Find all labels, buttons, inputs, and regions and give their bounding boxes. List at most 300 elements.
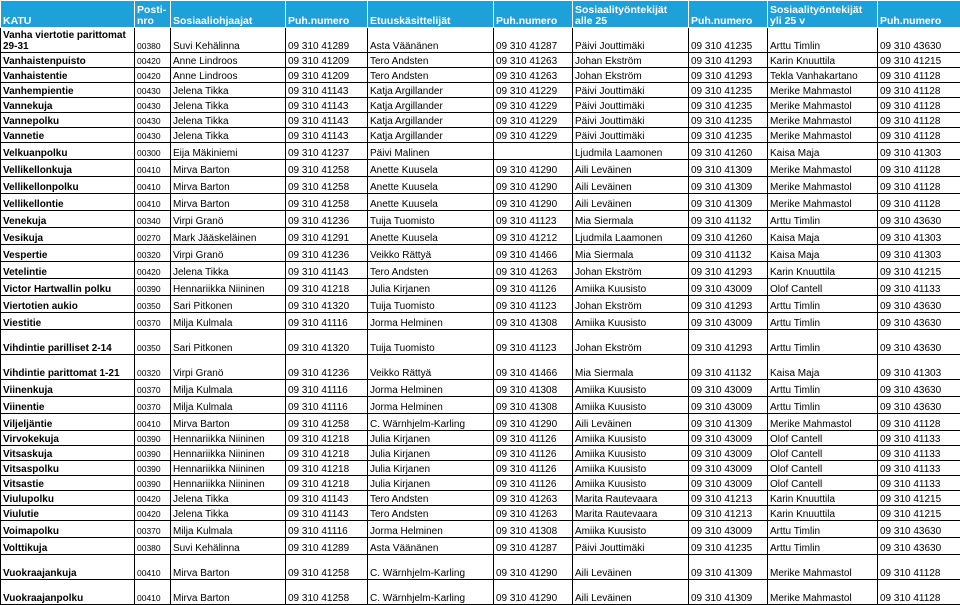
cell-phone: 09 310 41126 [494,279,573,296]
cell-phone: 09 310 41128 [878,68,960,83]
cell-phone: 09 310 41235 [689,113,768,128]
table-row [1,28,960,53]
cell-phone: 09 310 43630 [878,313,960,330]
cell-benefits-handler: Julia Kirjanen [368,279,494,296]
cell-street: Vellikellonkuja [1,160,135,177]
cell-social-counselor: Eija Mäkiniemi [171,143,286,160]
cell-postal-code: 00340 [135,211,171,228]
table-row [1,83,960,98]
cell-benefits-handler: Tero Andsten [368,491,494,506]
cell-phone: 09 310 41116 [286,313,368,330]
cell-phone: 09 310 41143 [286,128,368,143]
cell-phone: 09 310 41143 [286,506,368,521]
cell-phone: 09 310 41143 [286,262,368,279]
cell-phone: 09 310 41229 [494,98,573,113]
cell-phone: 09 310 41466 [494,355,573,380]
cell-social-worker-under-25: Päivi Jouttimäki [573,128,689,143]
table-row [1,461,960,476]
cell-phone: 09 310 41213 [689,506,768,521]
cell-phone: 09 310 41290 [494,160,573,177]
cell-social-counselor: Mirva Barton [171,194,286,211]
cell-benefits-handler: Katja Argillander [368,113,494,128]
cell-social-counselor: Hennariikka Niininen [171,279,286,296]
header-row [1,1,960,28]
cell-social-worker-over-25: Kaisa Maja [768,228,878,245]
cell-postal-code: 00370 [135,313,171,330]
cell-phone: 09 310 41263 [494,53,573,68]
cell-social-worker-under-25: Aili Leväinen [573,414,689,431]
cell-social-worker-over-25: Karin Knuuttila [768,53,878,68]
table-row [1,245,960,262]
cell-street: Viljeljäntie [1,414,135,431]
cell-phone: 09 310 41229 [494,128,573,143]
cell-street: Viulutie [1,506,135,521]
cell-phone: 09 310 43630 [878,538,960,555]
cell-phone: 09 310 43630 [878,28,960,53]
cell-phone: 09 310 41290 [494,414,573,431]
cell-phone: 09 310 43009 [689,431,768,446]
cell-phone: 09 310 41132 [689,355,768,380]
cell-phone: 09 310 41229 [494,83,573,98]
cell-phone: 09 310 41263 [494,68,573,83]
cell-benefits-handler: Anette Kuusela [368,177,494,194]
cell-phone: 09 310 41235 [689,98,768,113]
cell-social-counselor: Hennariikka Niininen [171,476,286,491]
cell-phone: 09 310 41303 [878,143,960,160]
cell-postal-code: 00380 [135,28,171,53]
cell-phone: 09 310 41308 [494,397,573,414]
cell-phone: 09 310 43630 [878,211,960,228]
cell-phone: 09 310 41215 [878,491,960,506]
cell-postal-code: 00370 [135,521,171,538]
cell-social-worker-under-25: Marita Rautevaara [573,506,689,521]
cell-phone: 09 310 41215 [878,506,960,521]
cell-social-worker-over-25: Merike Mahmastol [768,160,878,177]
cell-street: Venekuja [1,211,135,228]
cell-phone: 09 310 41128 [878,194,960,211]
cell-phone: 09 310 41143 [286,491,368,506]
cell-social-worker-under-25: Johan Ekström [573,296,689,313]
cell-phone: 09 310 41309 [689,580,768,605]
cell-street: Viulupolku [1,491,135,506]
cell-social-worker-under-25: Päivi Jouttimäki [573,98,689,113]
cell-social-worker-over-25: Merike Mahmastol [768,98,878,113]
cell-social-counselor: Sari Pitkonen [171,330,286,355]
cell-phone: 09 310 41229 [494,113,573,128]
cell-phone: 09 310 41132 [689,211,768,228]
cell-phone: 09 310 41116 [286,521,368,538]
cell-phone: 09 310 41235 [689,28,768,53]
cell-phone: 09 310 41293 [689,330,768,355]
cell-social-worker-under-25: Ljudmila Laamonen [573,143,689,160]
header-puh-2: Puh.numero [494,1,573,28]
cell-phone: 09 310 41128 [878,113,960,128]
cell-phone: 09 310 41123 [494,330,573,355]
cell-social-counselor: Mirva Barton [171,414,286,431]
cell-phone: 09 310 41128 [878,83,960,98]
table-row [1,98,960,113]
cell-street: Vetelintie [1,262,135,279]
cell-social-worker-under-25: Mia Siermala [573,355,689,380]
cell-social-worker-under-25: Päivi Jouttimäki [573,28,689,53]
table-row [1,446,960,461]
cell-postal-code: 00430 [135,113,171,128]
cell-phone: 09 310 43009 [689,397,768,414]
cell-benefits-handler: C. Wärnhjelm-Karling [368,580,494,605]
cell-phone: 09 310 41293 [689,262,768,279]
cell-social-worker-over-25: Merike Mahmastol [768,177,878,194]
cell-social-worker-under-25: Amiika Kuusisto [573,461,689,476]
cell-phone: 09 310 43630 [878,330,960,355]
cell-phone: 09 310 41263 [494,506,573,521]
table-row [1,279,960,296]
cell-phone: 09 310 41263 [494,262,573,279]
cell-phone: 09 310 41258 [286,555,368,580]
cell-social-counselor: Anne Lindroos [171,68,286,83]
cell-social-worker-under-25: Amiika Kuusisto [573,397,689,414]
cell-postal-code: 00430 [135,98,171,113]
cell-social-counselor: Hennariikka Niininen [171,446,286,461]
cell-phone: 09 310 43630 [878,380,960,397]
cell-phone: 09 310 41236 [286,245,368,262]
cell-phone [494,143,573,160]
cell-phone: 09 310 41308 [494,313,573,330]
cell-social-counselor: Virpi Granö [171,245,286,262]
cell-street: Vanha viertotie parittomat 29-31 [1,28,135,53]
header-puh-3: Puh.numero [689,1,768,28]
cell-social-counselor: Milja Kulmala [171,313,286,330]
cell-phone: 09 310 41309 [689,160,768,177]
cell-social-worker-under-25: Amiika Kuusisto [573,279,689,296]
cell-social-worker-over-25: Arttu Timlin [768,397,878,414]
cell-postal-code: 00420 [135,491,171,506]
cell-social-counselor: Jelena Tikka [171,128,286,143]
cell-phone: 09 310 41260 [689,143,768,160]
table-row [1,68,960,83]
table-body [1,28,960,605]
cell-social-worker-over-25: Arttu Timlin [768,521,878,538]
cell-postal-code: 00410 [135,414,171,431]
cell-phone: 09 310 41309 [689,177,768,194]
cell-phone: 09 310 41258 [286,580,368,605]
table-row [1,476,960,491]
cell-social-worker-over-25: Karin Knuuttila [768,506,878,521]
cell-street: Vitsaspolku [1,461,135,476]
cell-phone: 09 310 41218 [286,431,368,446]
cell-phone: 09 310 41308 [494,521,573,538]
cell-street: Vitsastie [1,476,135,491]
cell-postal-code: 00410 [135,194,171,211]
cell-street: Vitsaskuja [1,446,135,461]
cell-social-worker-under-25: Aili Leväinen [573,160,689,177]
cell-postal-code: 00370 [135,380,171,397]
cell-phone: 09 310 41128 [878,177,960,194]
cell-street: Vellikellontie [1,194,135,211]
cell-postal-code: 00300 [135,143,171,160]
cell-phone: 09 310 41218 [286,279,368,296]
cell-phone: 09 310 41258 [286,414,368,431]
cell-social-worker-under-25: Amiika Kuusisto [573,431,689,446]
cell-social-worker-over-25: Merike Mahmastol [768,414,878,431]
cell-phone: 09 310 41293 [689,68,768,83]
cell-benefits-handler: Tero Andsten [368,506,494,521]
cell-social-counselor: Suvi Kehälinna [171,28,286,53]
cell-phone: 09 310 41128 [878,414,960,431]
cell-social-worker-over-25: Arttu Timlin [768,380,878,397]
cell-benefits-handler: Katja Argillander [368,128,494,143]
cell-street: Vespertie [1,245,135,262]
cell-benefits-handler: C. Wärnhjelm-Karling [368,414,494,431]
cell-social-worker-under-25: Mia Siermala [573,245,689,262]
cell-social-worker-under-25: Mia Siermala [573,211,689,228]
cell-phone: 09 310 41303 [878,245,960,262]
table-row [1,143,960,160]
header-puh-4: Puh.numero [878,1,960,28]
cell-phone: 09 310 41290 [494,194,573,211]
cell-postal-code: 00410 [135,580,171,605]
cell-postal-code: 00420 [135,68,171,83]
cell-phone: 09 310 43630 [878,397,960,414]
cell-social-worker-over-25: Arttu Timlin [768,330,878,355]
cell-phone: 09 310 41287 [494,28,573,53]
cell-benefits-handler: Anette Kuusela [368,160,494,177]
cell-street: Vannepolku [1,113,135,128]
cell-phone: 09 310 41293 [689,296,768,313]
table-row [1,431,960,446]
cell-social-worker-over-25: Tekla Vanhakartano [768,68,878,83]
table-row [1,228,960,245]
cell-phone: 09 310 43009 [689,279,768,296]
cell-social-worker-over-25: Arttu Timlin [768,538,878,555]
cell-phone: 09 310 41290 [494,580,573,605]
cell-phone: 09 310 41235 [689,538,768,555]
cell-social-worker-over-25: Merike Mahmastol [768,113,878,128]
cell-benefits-handler: Veikko Rättyä [368,355,494,380]
cell-social-counselor: Mark Jääskeläinen [171,228,286,245]
cell-phone: 09 310 41215 [878,53,960,68]
cell-social-counselor: Jelena Tikka [171,98,286,113]
cell-benefits-handler: Jorma Helminen [368,397,494,414]
cell-phone: 09 310 41260 [689,228,768,245]
cell-phone: 09 310 41128 [878,580,960,605]
table-row [1,538,960,555]
cell-phone: 09 310 41237 [286,143,368,160]
cell-social-worker-over-25: Arttu Timlin [768,313,878,330]
cell-phone: 09 310 41258 [286,177,368,194]
cell-street: Vanhempientie [1,83,135,98]
cell-social-worker-under-25: Päivi Jouttimäki [573,538,689,555]
cell-benefits-handler: Katja Argillander [368,98,494,113]
table-row [1,177,960,194]
cell-social-worker-over-25: Kaisa Maja [768,143,878,160]
cell-phone: 09 310 41128 [878,160,960,177]
cell-social-worker-under-25: Amiika Kuusisto [573,521,689,538]
cell-phone: 09 310 41132 [689,245,768,262]
cell-social-worker-under-25: Päivi Jouttimäki [573,83,689,98]
cell-phone: 09 310 41143 [286,83,368,98]
cell-street: Voimapolku [1,521,135,538]
cell-phone: 09 310 41209 [286,53,368,68]
cell-social-worker-over-25: Olof Cantell [768,476,878,491]
cell-social-counselor: Milja Kulmala [171,521,286,538]
table-row [1,491,960,506]
cell-phone: 09 310 41303 [878,355,960,380]
cell-postal-code: 00370 [135,397,171,414]
cell-phone: 09 310 43009 [689,476,768,491]
cell-phone: 09 310 43009 [689,521,768,538]
cell-phone: 09 310 41309 [689,194,768,211]
cell-phone: 09 310 41218 [286,476,368,491]
cell-postal-code: 00390 [135,461,171,476]
cell-benefits-handler: Julia Kirjanen [368,476,494,491]
cell-postal-code: 00350 [135,296,171,313]
cell-social-counselor: Milja Kulmala [171,380,286,397]
cell-street: Vanhaistentie [1,68,135,83]
cell-street: Vesikuja [1,228,135,245]
cell-phone: 09 310 41128 [878,128,960,143]
cell-street: Vanhaistenpuisto [1,53,135,68]
cell-social-worker-under-25: Amiika Kuusisto [573,446,689,461]
cell-benefits-handler: Tero Andsten [368,68,494,83]
cell-phone: 09 310 41291 [286,228,368,245]
cell-postal-code: 00320 [135,355,171,380]
cell-street: Viinenkuja [1,380,135,397]
cell-benefits-handler: Jorma Helminen [368,380,494,397]
cell-social-worker-under-25: Amiika Kuusisto [573,476,689,491]
cell-street: Vihdintie parilliset 2-14 [1,330,135,355]
cell-phone: 09 310 41308 [494,380,573,397]
table-row [1,128,960,143]
cell-phone: 09 310 41293 [689,53,768,68]
cell-benefits-handler: Päivi Malinen [368,143,494,160]
cell-social-worker-over-25: Merike Mahmastol [768,580,878,605]
table-row [1,313,960,330]
cell-social-worker-over-25: Kaisa Maja [768,355,878,380]
table-row [1,194,960,211]
cell-social-counselor: Mirva Barton [171,580,286,605]
cell-benefits-handler: Veikko Rättyä [368,245,494,262]
cell-social-worker-under-25: Aili Leväinen [573,555,689,580]
table-row [1,160,960,177]
cell-benefits-handler: Julia Kirjanen [368,461,494,476]
cell-social-counselor: Mirva Barton [171,177,286,194]
table-row [1,113,960,128]
cell-postal-code: 00420 [135,53,171,68]
cell-phone: 09 310 41289 [286,28,368,53]
cell-phone: 09 310 41128 [878,555,960,580]
cell-phone: 09 310 41126 [494,476,573,491]
cell-street: Viinentie [1,397,135,414]
cell-social-counselor: Virpi Granö [171,355,286,380]
cell-benefits-handler: C. Wärnhjelm-Karling [368,555,494,580]
cell-phone: 09 310 41133 [878,461,960,476]
cell-phone: 09 310 41290 [494,555,573,580]
cell-benefits-handler: Katja Argillander [368,83,494,98]
cell-phone: 09 310 41133 [878,431,960,446]
cell-street: Vellikellonpolku [1,177,135,194]
cell-postal-code: 00420 [135,506,171,521]
cell-phone: 09 310 41287 [494,538,573,555]
cell-postal-code: 00390 [135,446,171,461]
cell-benefits-handler: Tuija Tuomisto [368,330,494,355]
cell-social-counselor: Jelena Tikka [171,113,286,128]
cell-social-worker-over-25: Merike Mahmastol [768,555,878,580]
cell-social-worker-over-25: Olof Cantell [768,446,878,461]
cell-benefits-handler: Tuija Tuomisto [368,296,494,313]
header-sosiaalityontekijat-alle-25: Sosiaalityöntekijät alle 25 [573,1,689,28]
cell-social-counselor: Virpi Granö [171,211,286,228]
cell-phone: 09 310 43630 [878,521,960,538]
cell-social-worker-over-25: Olof Cantell [768,431,878,446]
table-row [1,211,960,228]
cell-benefits-handler: Julia Kirjanen [368,446,494,461]
cell-benefits-handler: Julia Kirjanen [368,431,494,446]
cell-phone: 09 310 43009 [689,446,768,461]
cell-phone: 09 310 41116 [286,380,368,397]
table-row [1,580,960,605]
cell-phone: 09 310 41320 [286,330,368,355]
cell-phone: 09 310 43009 [689,380,768,397]
cell-social-counselor: Mirva Barton [171,160,286,177]
cell-street: Viestitie [1,313,135,330]
cell-social-worker-over-25: Olof Cantell [768,279,878,296]
cell-social-worker-under-25: Päivi Jouttimäki [573,113,689,128]
cell-benefits-handler: Tuija Tuomisto [368,211,494,228]
cell-street: Vannekuja [1,98,135,113]
table-row [1,355,960,380]
cell-postal-code: 00420 [135,262,171,279]
cell-social-counselor: Jelena Tikka [171,491,286,506]
cell-street: Volttikuja [1,538,135,555]
cell-social-counselor: Mirva Barton [171,555,286,580]
cell-postal-code: 00410 [135,160,171,177]
cell-phone: 09 310 41133 [878,476,960,491]
cell-street: Vuokraajankuja [1,555,135,580]
cell-benefits-handler: Asta Väänänen [368,28,494,53]
table-row [1,53,960,68]
cell-phone: 09 310 43009 [689,313,768,330]
cell-social-counselor: Anne Lindroos [171,53,286,68]
cell-street: Viertotien aukio [1,296,135,313]
header-sosiaaliohjaajat: Sosiaaliohjaajat [171,1,286,28]
cell-social-counselor: Milja Kulmala [171,397,286,414]
cell-phone: 09 310 41309 [689,414,768,431]
cell-postal-code: 00390 [135,431,171,446]
cell-phone: 09 310 41309 [689,555,768,580]
cell-phone: 09 310 41290 [494,177,573,194]
cell-phone: 09 310 41466 [494,245,573,262]
cell-street: Virvokekuja [1,431,135,446]
cell-phone: 09 310 41258 [286,160,368,177]
table-row [1,262,960,279]
cell-phone: 09 310 41212 [494,228,573,245]
cell-social-worker-over-25: Merike Mahmastol [768,194,878,211]
cell-social-worker-over-25: Karin Knuuttila [768,491,878,506]
cell-social-worker-under-25: Aili Leväinen [573,194,689,211]
cell-postal-code: 00430 [135,128,171,143]
cell-postal-code: 00320 [135,245,171,262]
cell-phone: 09 310 43009 [689,461,768,476]
table-row [1,506,960,521]
cell-social-worker-over-25: Arttu Timlin [768,296,878,313]
cell-street: Velkuanpolku [1,143,135,160]
cell-social-worker-over-25: Karin Knuuttila [768,262,878,279]
cell-social-worker-over-25: Olof Cantell [768,461,878,476]
cell-phone: 09 310 41218 [286,446,368,461]
cell-phone: 09 310 41133 [878,279,960,296]
cell-social-worker-over-25: Kaisa Maja [768,245,878,262]
table-row [1,380,960,397]
